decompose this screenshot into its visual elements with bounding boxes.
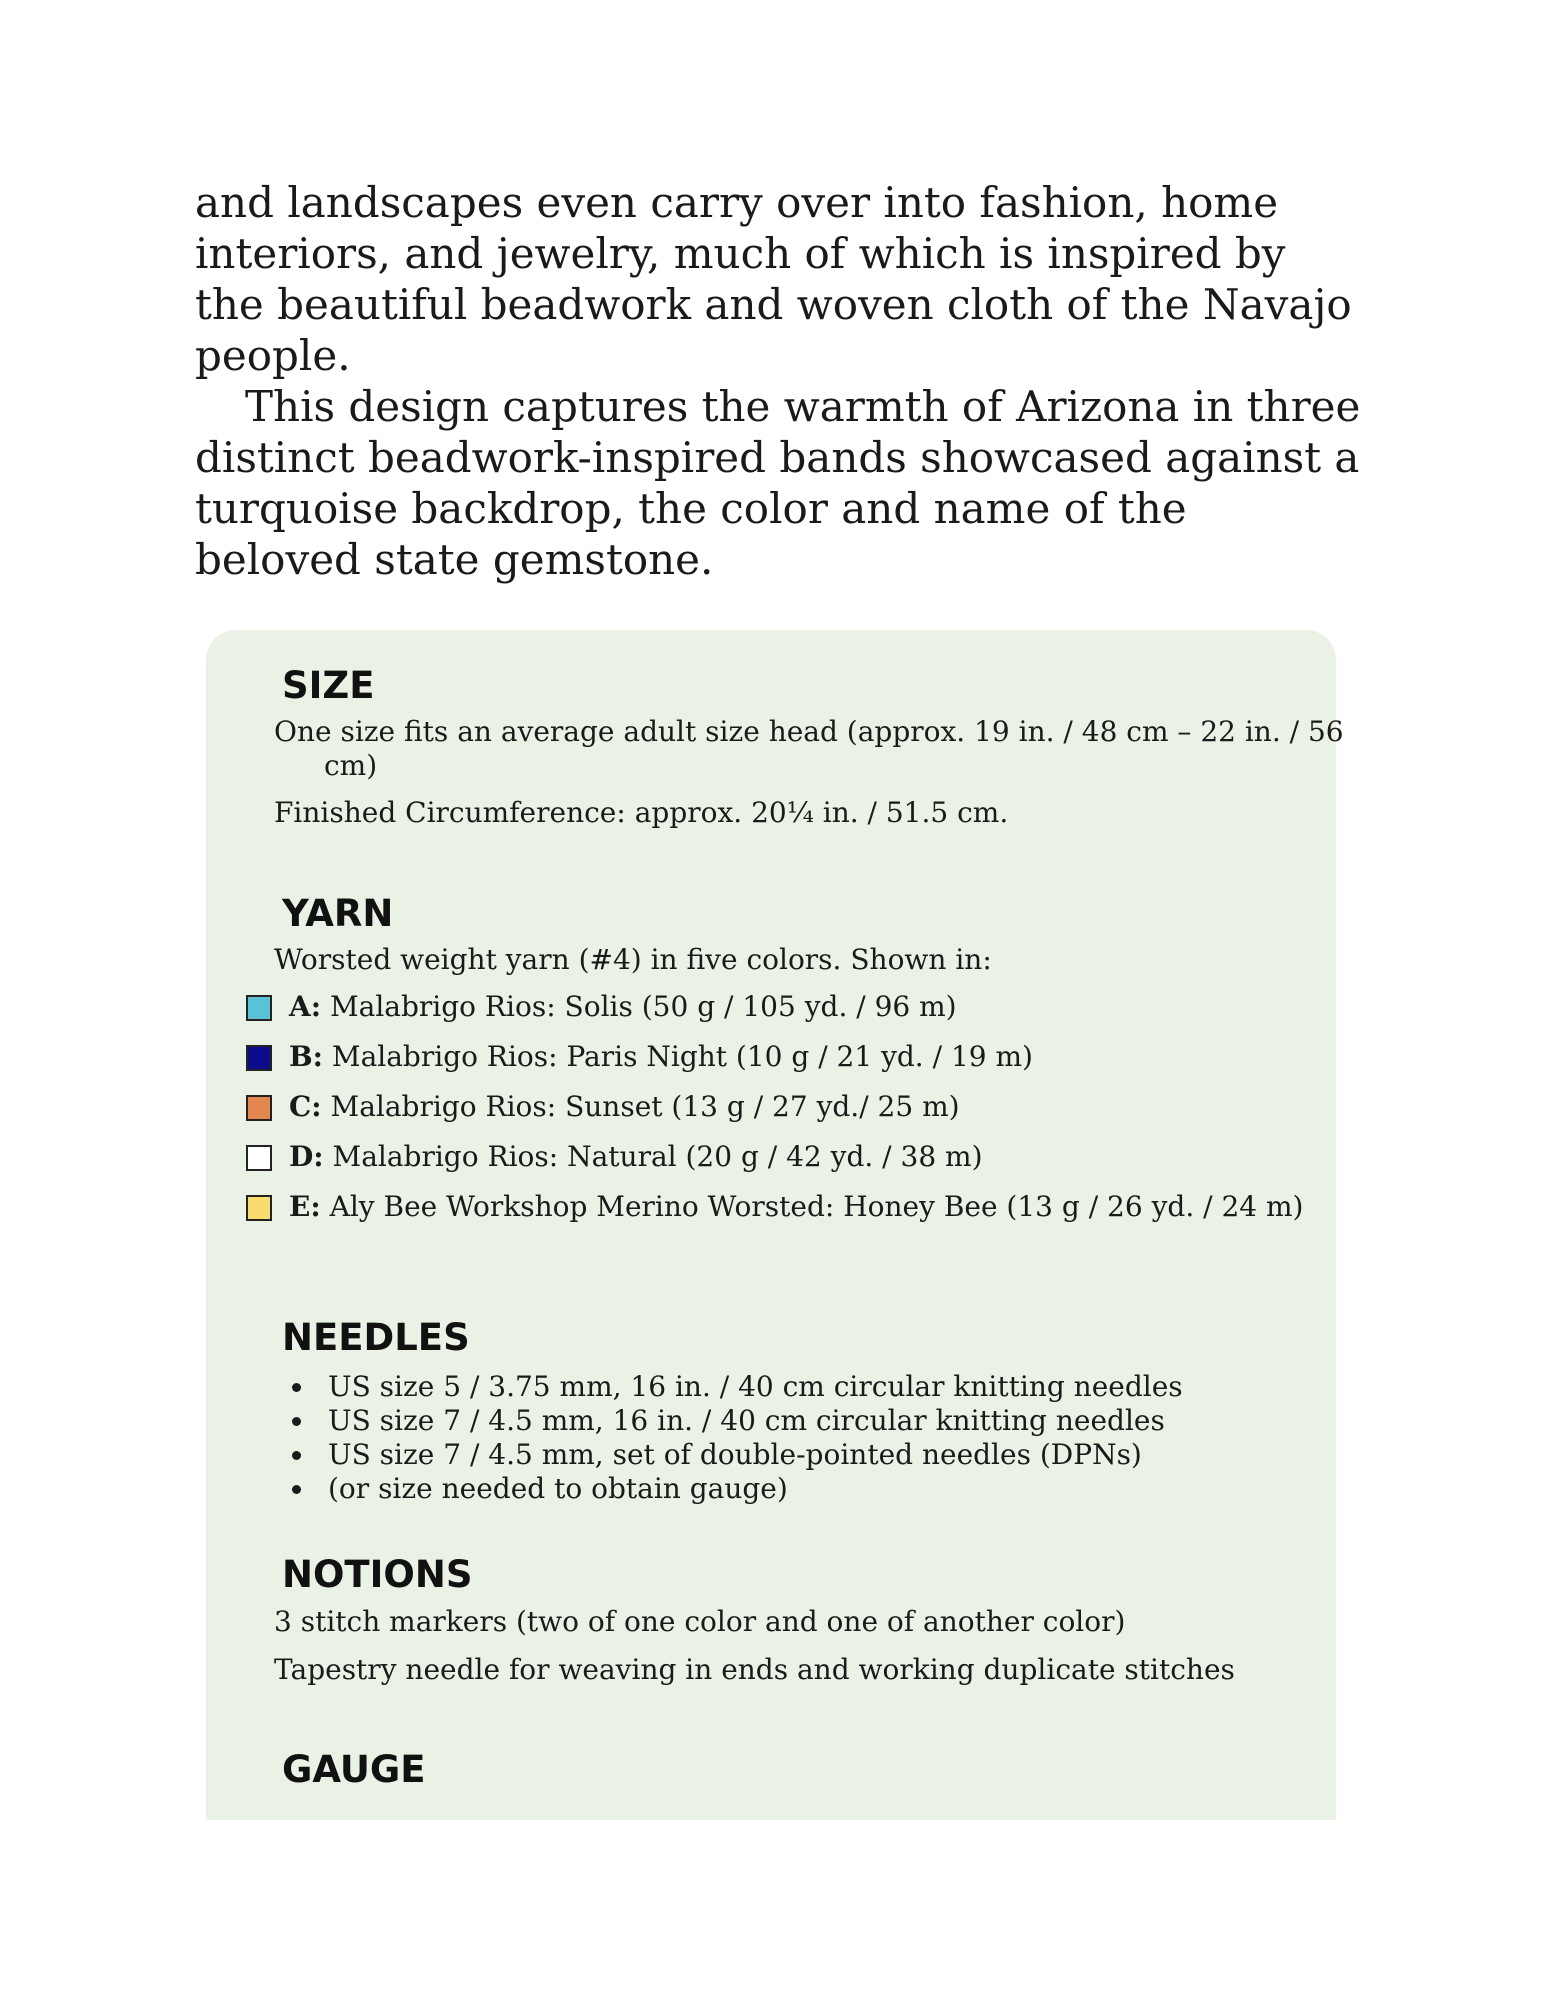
intro-paragraph-2: This design captures the warmth of Arizona in three distinct beadwork-inspired bands showcased against a turquoise backdrop, the color and name of the beloved state gemstone. bbox=[195, 382, 1361, 584]
bullet-icon bbox=[292, 1485, 301, 1494]
yarn-intro: Worsted weight yarn (#4) in five colors. Shown in: bbox=[274, 943, 992, 976]
notions-markers: 3 stitch markers (two of one color and one of another color) bbox=[274, 1605, 1126, 1638]
list-item: US size 5 / 3.75 mm, 16 in. / 40 cm circular knitting needles bbox=[282, 1370, 1183, 1404]
notions-tapestry: Tapestry needle for weaving in ends and working duplicate stitches bbox=[274, 1653, 1235, 1686]
notions-heading: NOTIONS bbox=[282, 1553, 473, 1596]
size-fit: One size fits an average adult size head (approx. 19 in. / 48 cm – 22 in. / 56 cm) bbox=[274, 715, 1344, 782]
color-swatch-d bbox=[246, 1145, 272, 1171]
yarn-letter: C: bbox=[289, 1090, 322, 1123]
color-swatch-b bbox=[246, 1045, 272, 1071]
needles-list bbox=[282, 1370, 1183, 1506]
size-circumference: Finished Circumference: approx. 20¼ in. / 51.5 cm. bbox=[274, 796, 1009, 829]
yarn-description: Malabrigo Rios: Sunset (13 g / 27 yd./ 25 m) bbox=[330, 1090, 960, 1123]
bullet-icon bbox=[292, 1417, 301, 1426]
intro-paragraph-1: and landscapes even carry over into fashion, home interiors, and jewelry, much of which is inspired by the beautiful beadwork and woven cloth of the Navajo people. bbox=[195, 178, 1352, 380]
needles-heading: NEEDLES bbox=[282, 1316, 470, 1359]
yarn-description: Malabrigo Rios: Paris Night (10 g / 21 yd. / 19 m) bbox=[331, 1040, 1033, 1073]
materials-panel bbox=[206, 630, 1344, 1820]
yarn-letter: A: bbox=[289, 990, 322, 1023]
bullet-icon bbox=[292, 1451, 301, 1460]
size-heading: SIZE bbox=[282, 664, 375, 707]
yarn-letter: B: bbox=[289, 1040, 324, 1073]
color-swatch-a bbox=[246, 995, 272, 1021]
list-item: US size 7 / 4.5 mm, 16 in. / 40 cm circular knitting needles bbox=[282, 1404, 1183, 1438]
list-item: US size 7 / 4.5 mm, set of double-pointed needles (DPNs) bbox=[282, 1438, 1183, 1472]
yarn-description: Malabrigo Rios: Solis (50 g / 105 yd. / 96 m) bbox=[329, 990, 957, 1023]
gauge-heading: GAUGE bbox=[282, 1748, 426, 1791]
yarn-heading: YARN bbox=[282, 892, 394, 935]
yarn-description: Malabrigo Rios: Natural (20 g / 42 yd. / 38 m) bbox=[332, 1140, 983, 1173]
yarn-description: Aly Bee Workshop Merino Worsted: Honey Bee (13 g / 26 yd. / 24 m) bbox=[329, 1190, 1304, 1223]
bullet-icon bbox=[292, 1383, 301, 1392]
yarn-letter: E: bbox=[289, 1190, 321, 1223]
color-swatch-e bbox=[246, 1195, 272, 1221]
color-swatch-c bbox=[246, 1095, 272, 1121]
yarn-letter: D: bbox=[289, 1140, 324, 1173]
list-item: (or size needed to obtain gauge) bbox=[282, 1472, 1183, 1506]
intro-text bbox=[195, 177, 1365, 585]
